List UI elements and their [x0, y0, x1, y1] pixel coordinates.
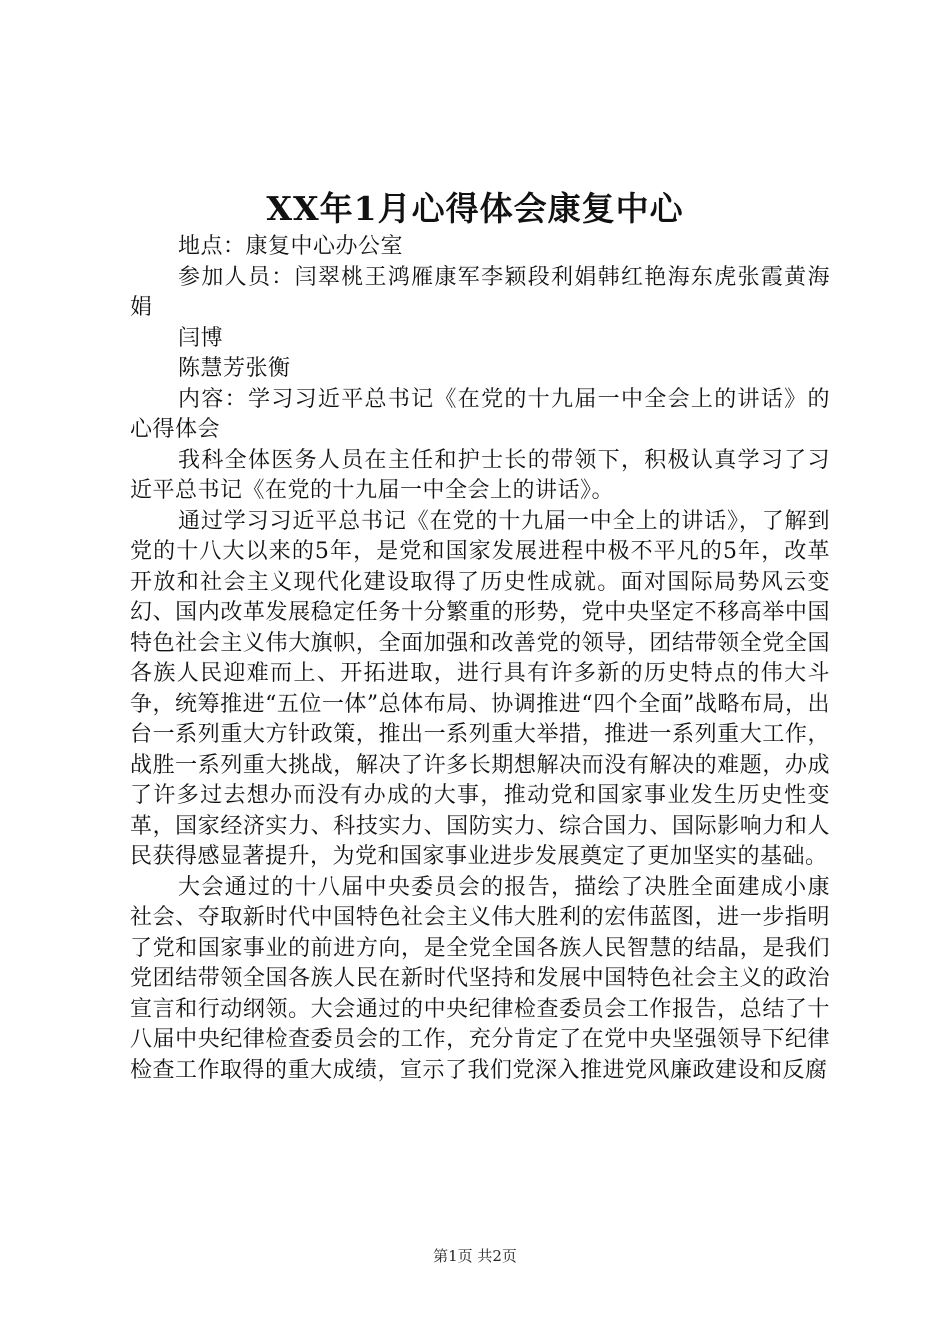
paragraph-reflection: 通过学习习近平总书记《在党的十九届一中全上的讲话》，了解到党的十八大以来的5年，是党和国家发展进程中极不平凡的5年，改革开放和社会主义现代化建设取得了历史性成就。面对国际局势风云变幻、国内改革发展稳定任务十分繁重的形势，党中央坚定不移高举中国特色社会主义伟大旗帜，全面加强和改善党的领导，团结带领全党全国各族人民迎难而上、开拓进取，进行具有许多新的历史特点的伟大斗争，统筹推进“五位一体”总体布局、协调推进“四个全面”战略布局，出台一系列重大方针政策，推出一系列重大举措，推进一系列重大工作，战胜一系列重大挑战，解决了许多长期想解决而没有解决的难题，办成了许多过去想办而没有办成的大事，推动党和国家事业发生历史性变革，国家经济实力、科技实力、国防实力、综合国力、国际影响力和人民获得感显著提升，为党和国家事业进步发展奠定了更加坚实的基础。 [130, 508, 830, 869]
document-body [130, 232, 830, 1086]
document-title: XX年1月心得体会康复中心 [266, 189, 684, 228]
paragraph-participant-2: 陈慧芳张衡 [178, 356, 291, 381]
paragraph-location: 地点：康复中心办公室 [178, 234, 404, 259]
paragraph-participant-1: 闫博 [178, 325, 224, 351]
paragraph-report: 大会通过的十八届中央委员会的报告，描绘了决胜全面建成小康社会、夺取新时代中国特色社会主义伟大胜利的宏伟蓝图，进一步指明了党和国家事业的前进方向，是全党全国各族人民智慧的结晶，是我们党团结带领全国各族人民在新时代坚持和发展中国特色社会主义的政治宣言和行动纲领。大会通过的中央纪律检查委员会工作报告，总结了十八届中央纪律检查委员会的工作，充分肯定了在党中央坚强领导下纪律检查工作取得的重大成绩，宣示了我们党深入推进党风廉政建设和反腐 [130, 874, 830, 1083]
paragraph-participants: 参加人员：闫翠桃王鸿雁康军李颖段利娟韩红艳海东虎张霞黄海娟 [130, 264, 830, 320]
paragraph-study: 我科全体医务人员在主任和护士长的带领下，积极认真学习了习近平总书记《在党的十九届一中全会上的讲话》。 [130, 447, 830, 503]
page-number: 第1页 共2页 [433, 1247, 517, 1265]
paragraph-content: 内容：学习习近平总书记《在党的十九届一中全会上的讲话》的心得体会 [130, 386, 830, 442]
